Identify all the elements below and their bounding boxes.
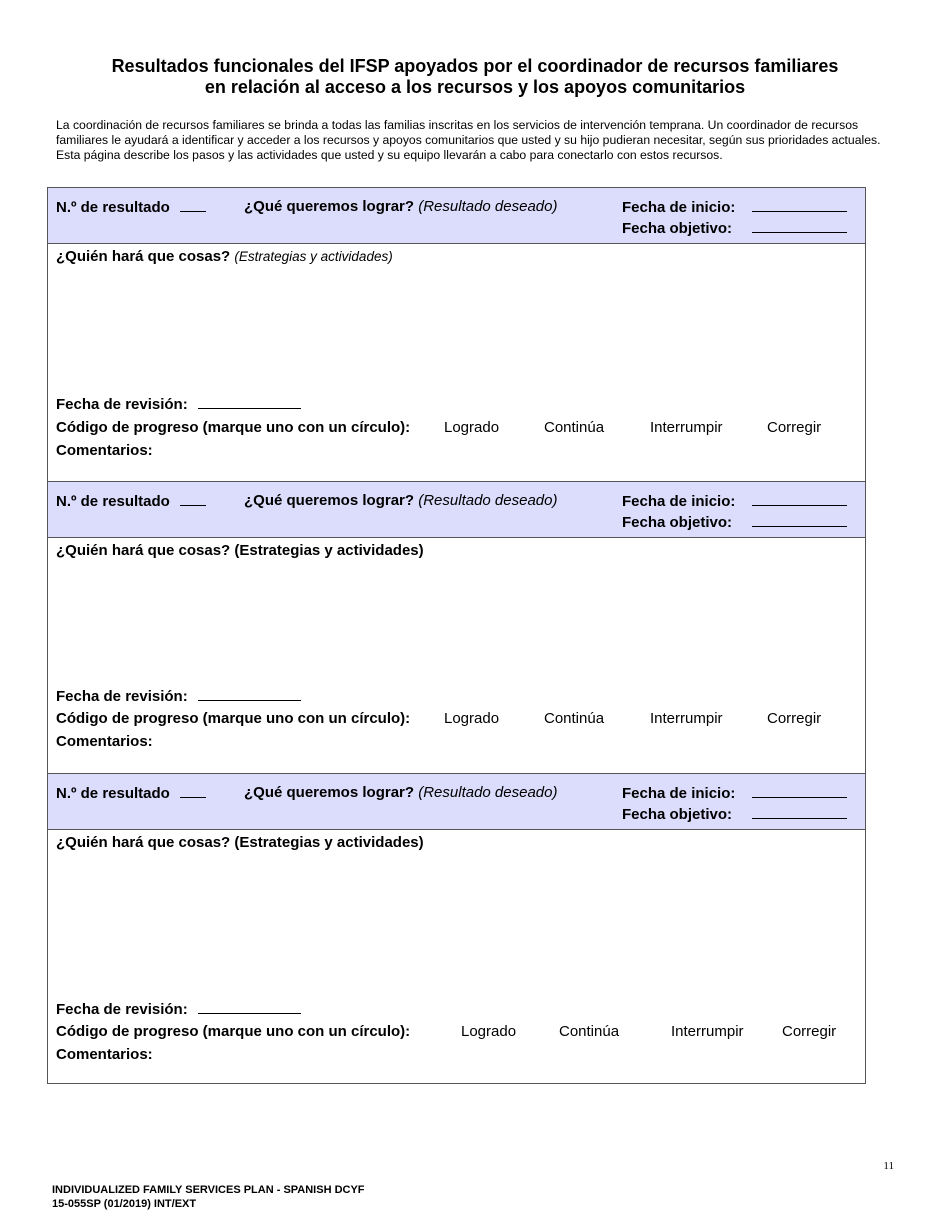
outcome-header [48, 188, 865, 244]
start-date-label: Fecha de inicio: [622, 785, 736, 802]
start-date-label: Fecha de inicio: [622, 199, 736, 216]
outcome-number-label: N.º de resultado [56, 199, 170, 216]
option-logrado[interactable]: Logrado [461, 1023, 517, 1040]
intro-paragraph: La coordinación de recursos familiares se brinda a todas las familias inscritas en los servicios de intervención temprana. Un coordinador de recursos familiares le ayudará a identificar y acceder a los recursos y apoyos comunitarios que usted y su hijo pudieran necesitar, según sus prioridades actuales. Esta página describe los pasos y las actividades que usted y su equipo llevarán a cabo para conectarlo con estos recursos. [56, 118, 881, 162]
outcome-body [48, 538, 865, 773]
review-date-field[interactable] [198, 1000, 301, 1014]
start-date-field[interactable] [752, 784, 847, 798]
comments-label: Comentarios: [56, 733, 153, 750]
outcome-number-field[interactable] [180, 492, 206, 506]
option-corregir[interactable]: Corregir [767, 710, 822, 727]
outcomes-form [47, 187, 866, 1084]
outcome-number-field[interactable] [180, 784, 206, 798]
comments-label: Comentarios: [56, 442, 153, 459]
option-continua[interactable]: Continúa [544, 419, 605, 436]
option-interrumpir[interactable]: Interrumpir [671, 1023, 744, 1040]
goal-label: ¿Qué queremos lograr? [244, 784, 415, 801]
review-date-label: Fecha de revisión: [56, 1001, 188, 1018]
review-date-field[interactable] [198, 395, 301, 409]
outcome-number-label: N.º de resultado [56, 493, 170, 510]
option-continua[interactable]: Continúa [544, 710, 605, 727]
outcome-body [48, 244, 865, 481]
target-date-label: Fecha objetivo: [622, 220, 733, 237]
target-date-label: Fecha objetivo: [622, 514, 733, 531]
progress-code-label: Código de progreso (marque uno con un círculo): [56, 1023, 411, 1040]
option-continua[interactable]: Continúa [559, 1023, 620, 1040]
target-date-field[interactable] [752, 805, 847, 819]
footer-line-1: INDIVIDUALIZED FAMILY SERVICES PLAN - SPANISH DCYF [52, 1184, 365, 1196]
title-line-2: en relación al acceso a los recursos y los apoyos comunitarios [204, 77, 746, 97]
goal-label: ¿Qué queremos lograr? [244, 492, 415, 509]
who-label: ¿Quién hará que cosas? [56, 248, 231, 265]
option-interrumpir[interactable]: Interrumpir [650, 710, 723, 727]
goal-hint: (Resultado deseado) [418, 198, 558, 215]
option-corregir[interactable]: Corregir [767, 419, 822, 436]
progress-code-label: Código de progreso (marque uno con un círculo): [56, 419, 411, 436]
outcome-body [48, 830, 865, 1084]
form-footer [52, 1183, 365, 1211]
start-date-field[interactable] [752, 492, 847, 506]
target-date-field[interactable] [752, 219, 847, 233]
outcome-number-label: N.º de resultado [56, 785, 170, 802]
footer-line-2: 15-055SP (01/2019) INT/EXT [52, 1198, 197, 1210]
review-date-label: Fecha de revisión: [56, 396, 188, 413]
option-interrumpir[interactable]: Interrumpir [650, 419, 723, 436]
progress-code-label: Código de progreso (marque uno con un círculo): [56, 710, 411, 727]
goal-hint: (Resultado deseado) [418, 784, 558, 801]
page-number: 11 [883, 1160, 894, 1172]
outcome-header [48, 482, 865, 538]
who-label: ¿Quién hará que cosas? (Estrategias y actividades) [56, 834, 424, 851]
goal-hint: (Resultado deseado) [418, 492, 558, 509]
option-corregir[interactable]: Corregir [782, 1023, 837, 1040]
review-date-label: Fecha de revisión: [56, 688, 188, 705]
review-date-field[interactable] [198, 687, 301, 701]
who-label: ¿Quién hará que cosas? (Estrategias y actividades) [56, 542, 424, 559]
option-logrado[interactable]: Logrado [444, 419, 500, 436]
target-date-label: Fecha objetivo: [622, 806, 733, 823]
target-date-field[interactable] [752, 513, 847, 527]
comments-label: Comentarios: [56, 1046, 153, 1063]
outcome-number-field[interactable] [180, 198, 206, 212]
outcome-section-1 [48, 188, 865, 481]
goal-label: ¿Qué queremos lograr? [244, 198, 415, 215]
start-date-field[interactable] [752, 198, 847, 212]
start-date-label: Fecha de inicio: [622, 493, 736, 510]
title-line-1: Resultados funcionales del IFSP apoyados por el coordinador de recursos familiares [111, 56, 839, 76]
page-title [0, 56, 950, 98]
outcome-header [48, 774, 865, 830]
outcome-section-3 [48, 773, 865, 1083]
outcome-section-2 [48, 481, 865, 773]
who-hint: (Estrategias y actividades) [234, 249, 393, 264]
option-logrado[interactable]: Logrado [444, 710, 500, 727]
